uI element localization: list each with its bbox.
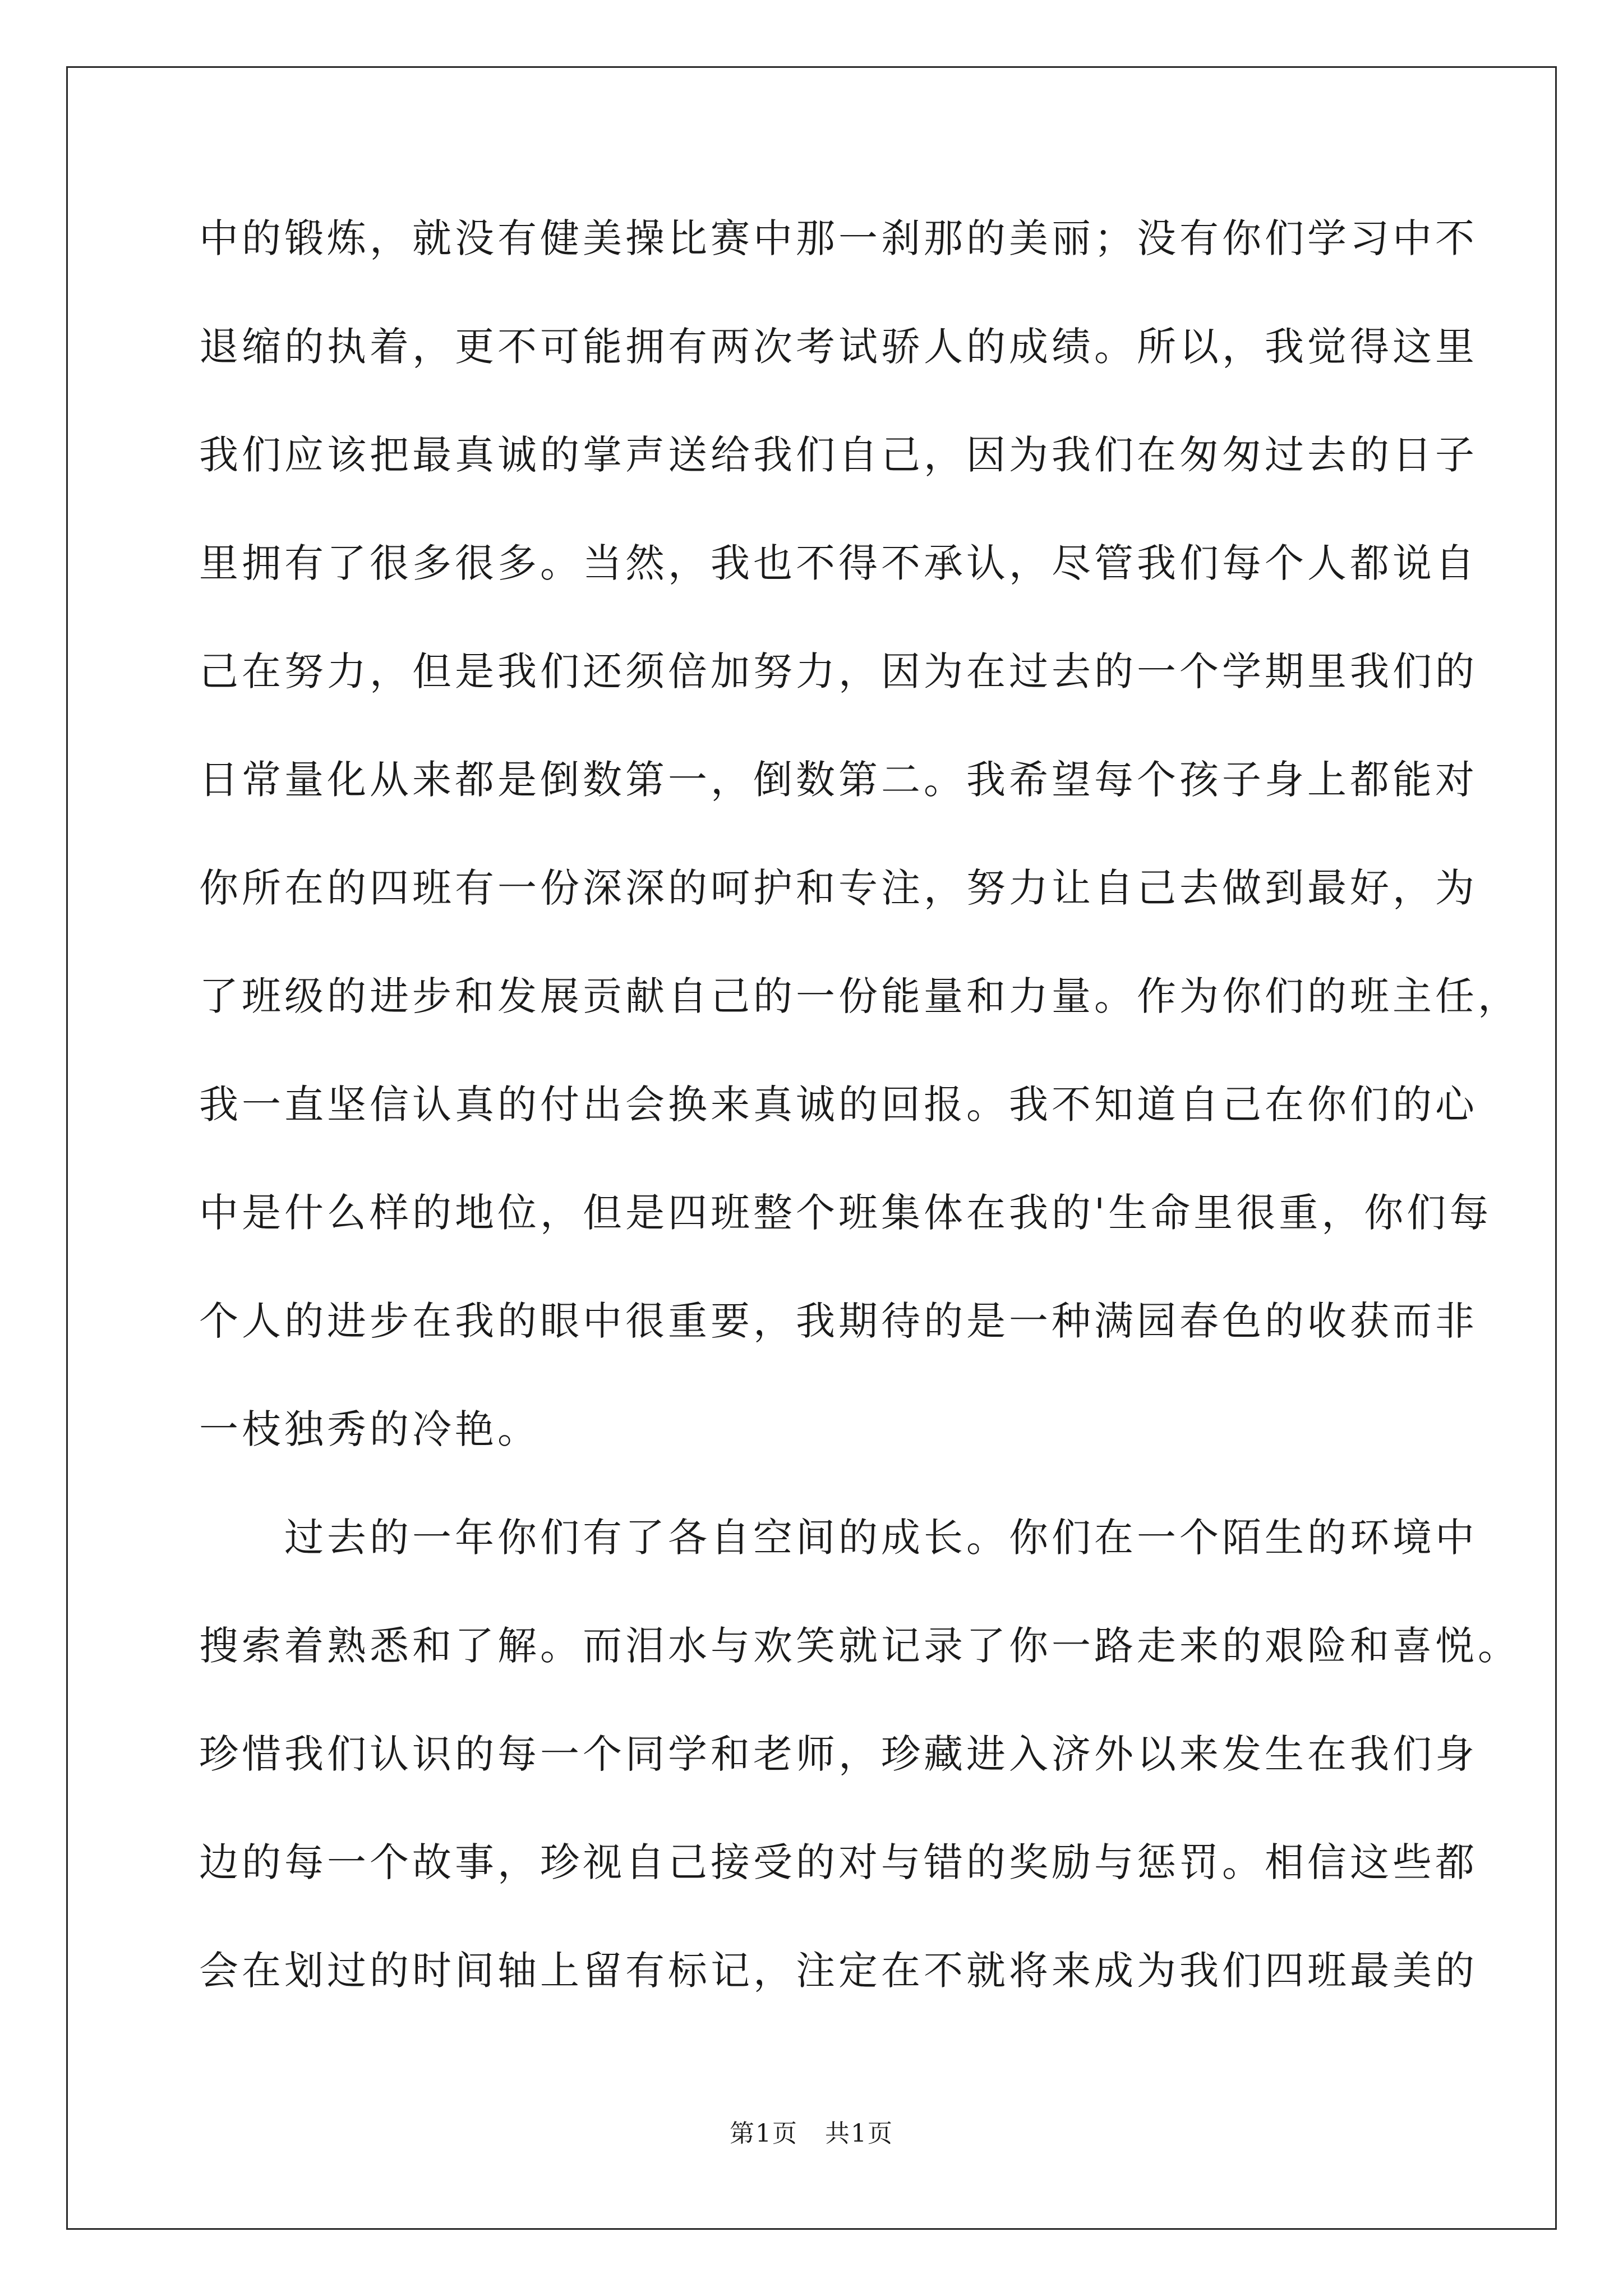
text-line: 搜索着熟悉和了解。而泪水与欢笑就记录了你一路走来的艰险和喜悦。 <box>199 1623 1520 1669</box>
text-line: 个人的进步在我的眼中很重要，我期待的是一种满园春色的收获而非 <box>199 1298 1478 1344</box>
text-line: 中的锻炼，就没有健美操比赛中那一刹那的美丽；没有你们学习中不 <box>199 215 1478 261</box>
text-line: 己在努力，但是我们还须倍加努力，因为在过去的一个学期里我们的 <box>199 648 1478 694</box>
text-line: 会在划过的时间轴上留有标记，注定在不就将来成为我们四班最美的 <box>199 1948 1478 1994</box>
text-line: 过去的一年你们有了各自空间的成长。你们在一个陌生的环境中 <box>199 1515 1478 1561</box>
text-line: 日常量化从来都是倒数第一，倒数第二。我希望每个孩子身上都能对 <box>199 757 1478 803</box>
text-line: 退缩的执着，更不可能拥有两次考试骄人的成绩。所以，我觉得这里 <box>199 324 1478 370</box>
text-line: 我们应该把最真诚的掌声送给我们自己，因为我们在匆匆过去的日子 <box>199 432 1478 478</box>
text-line: 一枝独秀的冷艳。 <box>199 1406 540 1452</box>
text-line: 边的每一个故事，珍视自己接受的对与错的奖励与惩罚。相信这些都 <box>199 1839 1478 1885</box>
text-line: 了班级的进步和发展贡献自己的一份能量和力量。作为你们的班主任， <box>199 973 1520 1019</box>
text-line: 珍惜我们认识的每一个同学和老师，珍藏进入济外以来发生在我们身 <box>199 1731 1478 1777</box>
text-line: 中是什么样的地位，但是四班整个班集体在我的'生命里很重，你们每 <box>199 1190 1492 1236</box>
text-line: 我一直坚信认真的付出会换来真诚的回报。我不知道自己在你们的心 <box>199 1082 1478 1128</box>
text-line: 里拥有了很多很多。当然，我也不得不承认，尽管我们每个人都说自 <box>199 540 1478 586</box>
text-line: 你所在的四班有一份深深的呵护和专注，努力让自己去做到最好，为 <box>199 865 1478 911</box>
page-footer: 第1页 共1页 <box>730 2119 893 2148</box>
document-body <box>199 215 1520 2059</box>
